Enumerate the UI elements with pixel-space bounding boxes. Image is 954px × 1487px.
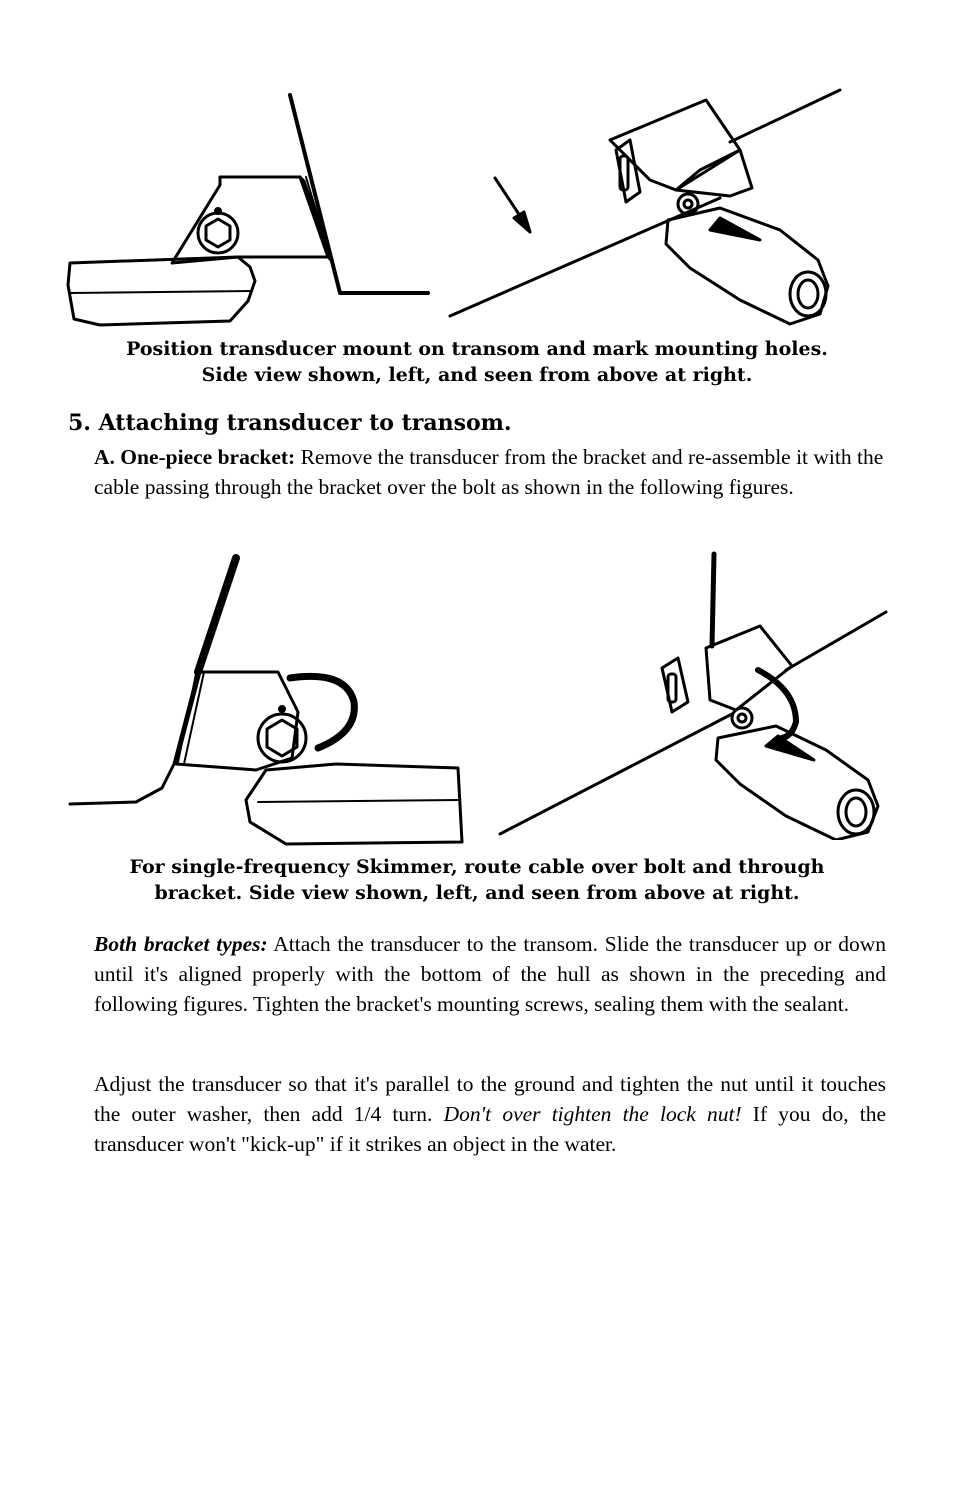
figure2-top-view: [496, 550, 896, 840]
adjust-text-before: Adjust the transducer so that it's parallel to the ground and tighten the nut until it touches the outer washer, then add 1/4 turn.: [94, 1072, 886, 1126]
figure2-caption: [0, 854, 954, 906]
both-bracket-types-text: Attach the transducer to the transom. Slide the transducer up or down until it's aligned properly with the bottom of the hull as shown in the preceding and following figures. Tighten the bracket's mounting screws, sealing them with the sealant.: [94, 932, 886, 1016]
adjust-paragraph: [94, 1069, 886, 1159]
both-bracket-types-paragraph: [94, 929, 886, 1019]
one-piece-bracket-paragraph: [94, 442, 886, 502]
figure1-caption: [0, 336, 954, 388]
one-piece-bracket-text: Remove the transducer from the bracket and re-assemble it with the cable passing through the bracket over the bolt as shown in the following figures.: [94, 445, 884, 499]
figure1-top-view: [440, 80, 850, 330]
figure1-caption-line2: Side view shown, left, and seen from above at right.: [201, 364, 753, 386]
figure2-side-view: [66, 552, 466, 852]
figure1-side-view: [60, 85, 440, 335]
lock-nut-warning: Don't over tighten the lock nut!: [443, 1102, 742, 1126]
both-bracket-types-label: Both bracket types:: [94, 932, 268, 956]
figure2-caption-line1: For single-frequency Skimmer, route cable over bolt and through: [129, 856, 825, 878]
one-piece-bracket-label: A. One-piece bracket:: [94, 445, 296, 469]
figure2-caption-line2: bracket. Side view shown, left, and seen from above at right.: [154, 882, 800, 904]
adjust-text-after: If you do, the transducer won't "kick-up" if it strikes an object in the water.: [94, 1102, 886, 1156]
figure1-caption-line1: Position transducer mount on transom and mark mounting holes.: [126, 338, 828, 360]
section-heading: 5. Attaching transducer to transom.: [68, 410, 512, 436]
